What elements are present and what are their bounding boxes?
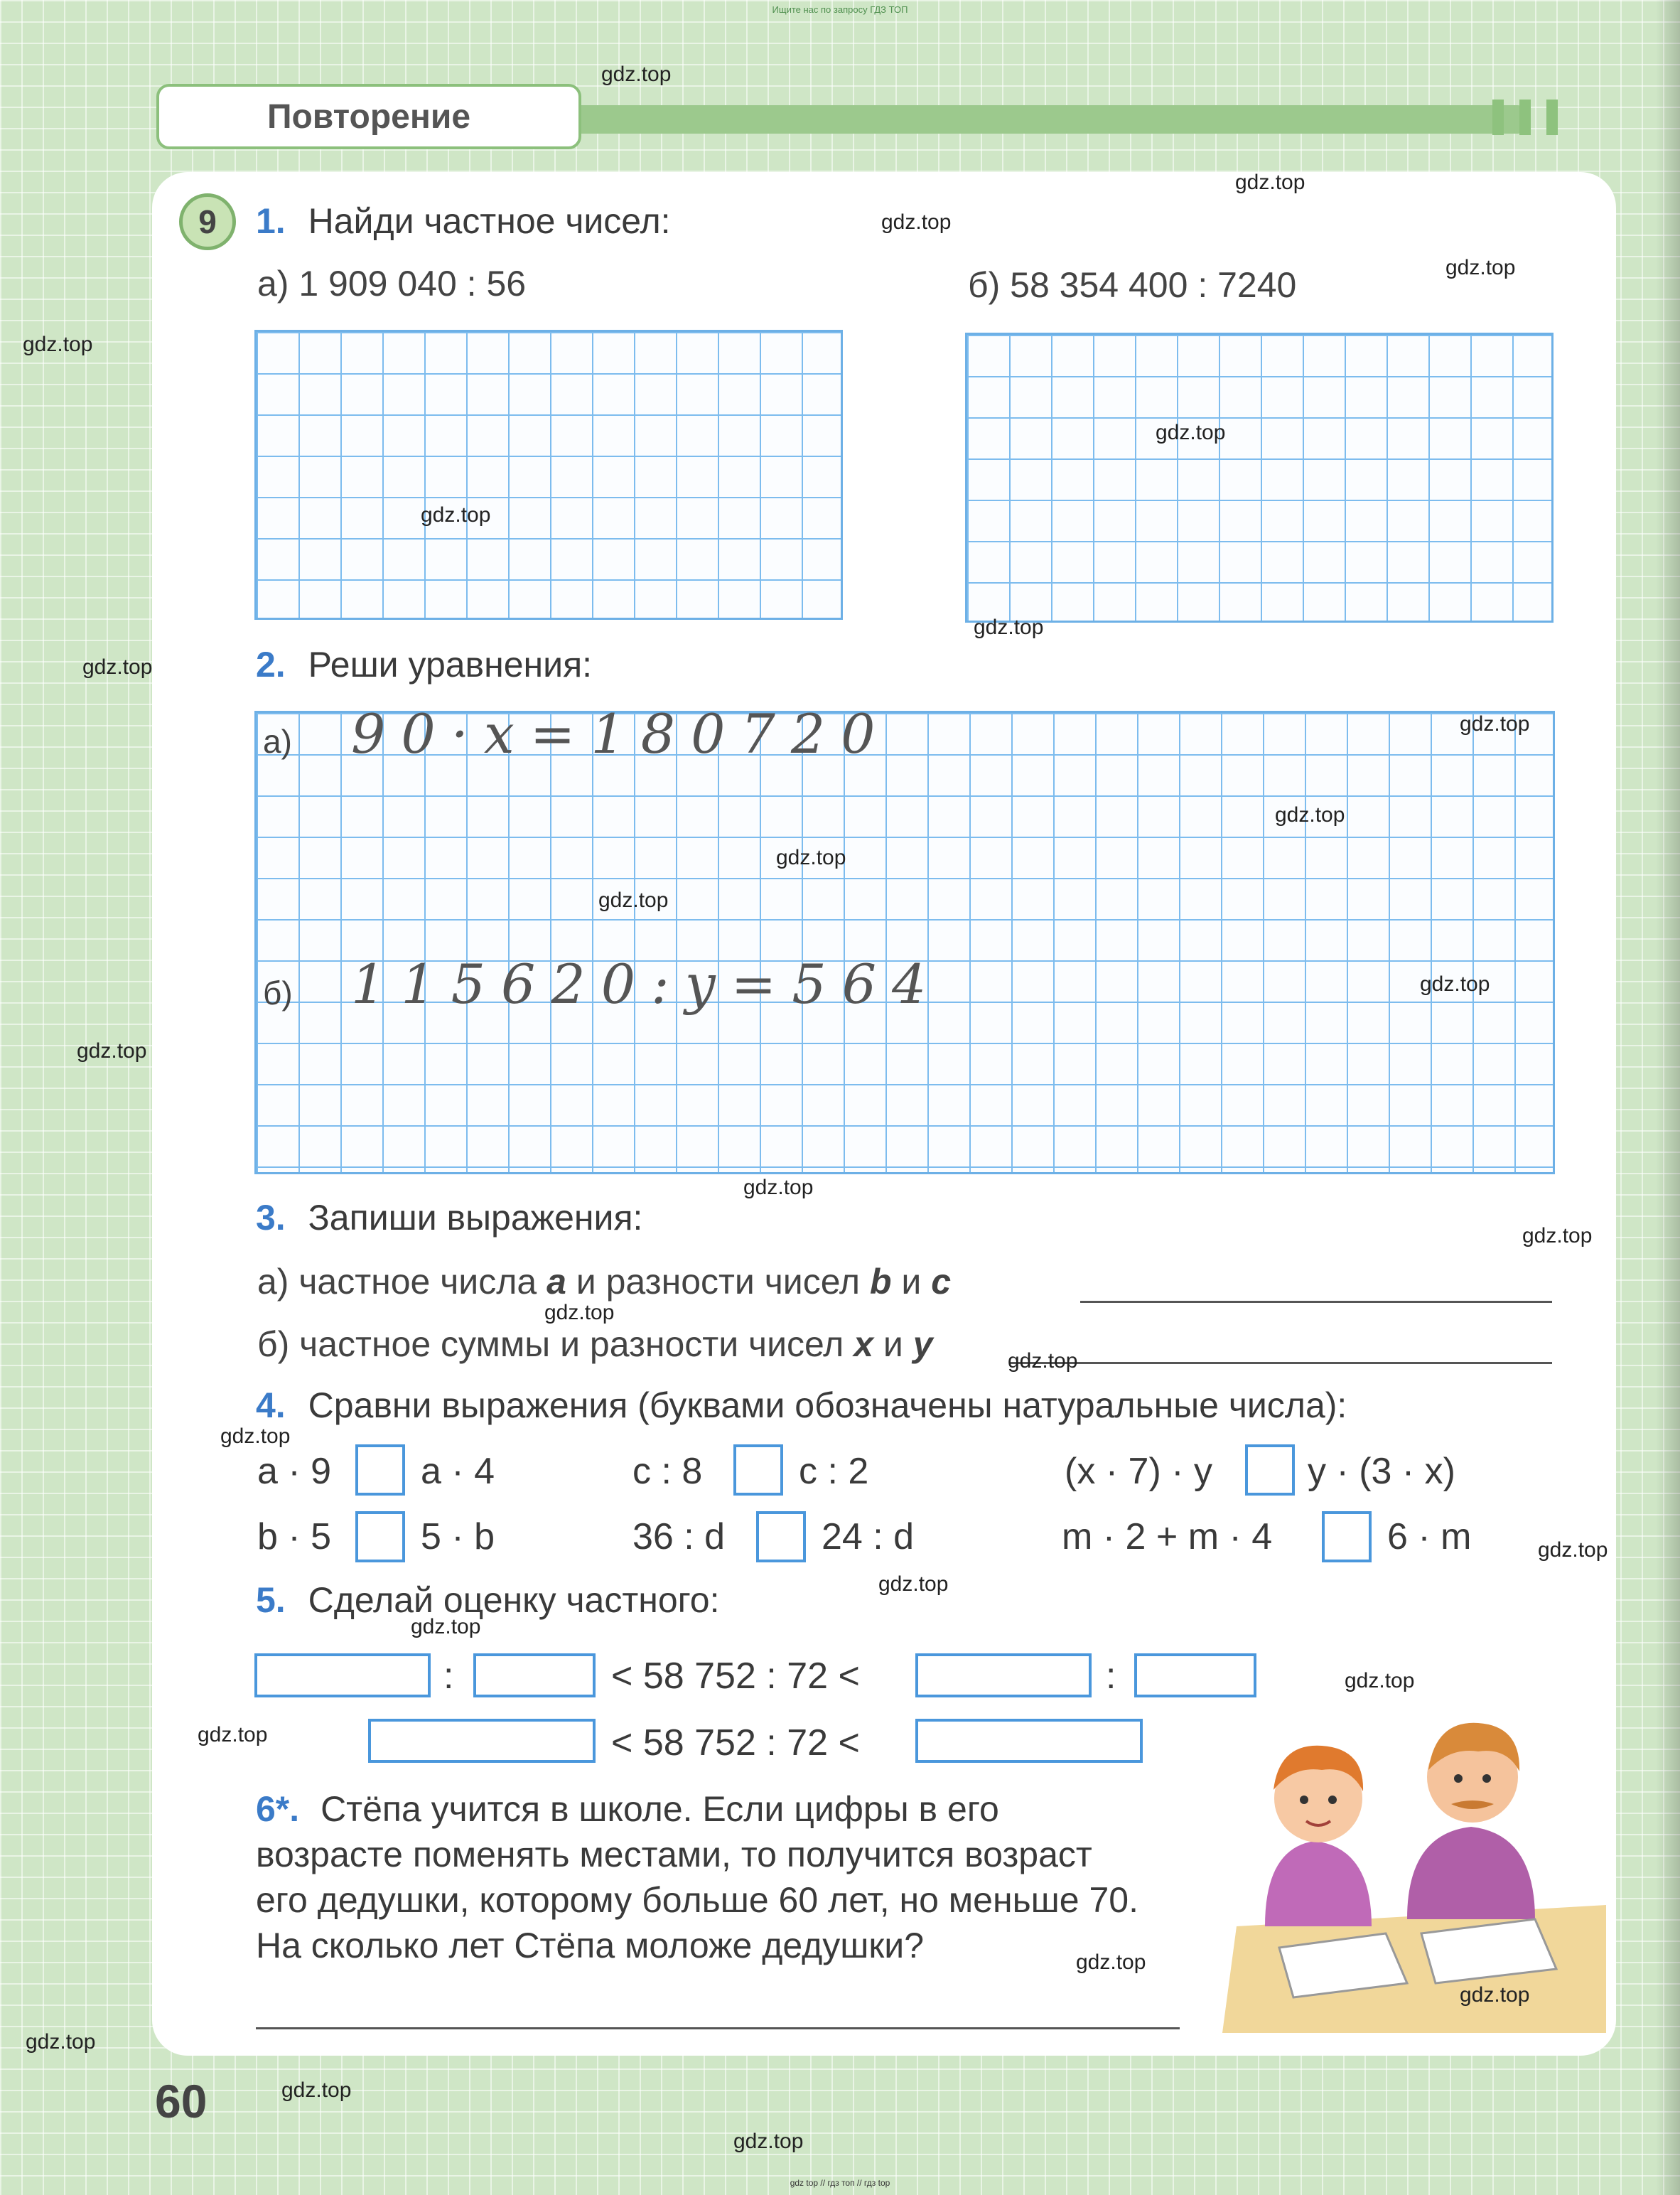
task-4-heading — [256, 1385, 1347, 1426]
task-3a-answer-line[interactable] — [1080, 1301, 1552, 1303]
cmp-3-right: y · (3 · x) — [1308, 1451, 1455, 1492]
task-5-text: Сделай оценку частного: — [308, 1580, 720, 1620]
estimate-box-2[interactable] — [473, 1653, 596, 1697]
var-x: x — [854, 1324, 874, 1364]
cmp-6-right: 6 · m — [1387, 1516, 1472, 1557]
watermark: gdz.top — [881, 210, 952, 234]
watermark: gdz.top — [23, 333, 93, 356]
cmp-5-box[interactable] — [756, 1511, 806, 1562]
task-2b-label: б) — [263, 975, 293, 1011]
page-number: 60 — [155, 2075, 208, 2127]
top-note: Ищите нас по запросу ГДЗ ТОП — [772, 4, 908, 15]
watermark: gdz.top — [1008, 1349, 1078, 1373]
watermark: gdz.top — [1420, 972, 1490, 996]
cmp-1-box[interactable] — [355, 1444, 405, 1496]
task-1-heading — [256, 200, 671, 242]
task-2b-equation: 115620:y=564 — [351, 952, 942, 1016]
watermark: gdz.top — [1076, 1950, 1146, 1974]
watermark: gdz.top — [743, 1176, 814, 1199]
watermark: gdz.top — [281, 2078, 352, 2102]
cmp-5-right: 24 : d — [822, 1516, 915, 1557]
estimate-box-6[interactable] — [915, 1719, 1143, 1763]
cmp-4-right: 5 · b — [421, 1516, 495, 1557]
estimate-colon-2: : — [1106, 1655, 1116, 1697]
var-y: y — [912, 1324, 933, 1364]
task-6-text-1: Стёпа учится в школе. Если цифры в его — [321, 1789, 999, 1829]
watermark: gdz.top — [776, 846, 846, 869]
task-6-number: 6*. — [256, 1789, 300, 1829]
watermark: gdz.top — [1345, 1669, 1415, 1692]
watermark: gdz.top — [598, 889, 669, 912]
cmp-2-right: c : 2 — [799, 1451, 869, 1492]
var-a: a — [546, 1262, 566, 1302]
cmp-6-box[interactable] — [1322, 1511, 1372, 1562]
watermark: gdz.top — [878, 1572, 949, 1596]
students-illustration — [1222, 1692, 1606, 2033]
var-c: c — [931, 1262, 952, 1302]
cmp-2-left: c : 8 — [632, 1451, 703, 1492]
task-3a-text — [257, 1261, 951, 1302]
watermark: gdz.top — [1522, 1224, 1593, 1247]
cmp-4-left: b · 5 — [257, 1516, 332, 1557]
watermark: gdz.top — [1156, 421, 1226, 444]
estimate-row1-middle: < 58 752 : 72 < — [611, 1655, 860, 1697]
cmp-4-box[interactable] — [355, 1511, 405, 1562]
task-6-answer-line[interactable] — [256, 2027, 1180, 2029]
watermark: gdz.top — [220, 1424, 291, 1448]
watermark: gdz.top — [1460, 712, 1530, 736]
task-3-text: Запиши выражения: — [308, 1198, 643, 1238]
watermark: gdz.top — [544, 1301, 615, 1324]
estimate-box-3[interactable] — [915, 1653, 1092, 1697]
task-6-line-2: возрасте поменять местами, то получится возраст — [256, 1835, 1092, 1874]
cmp-2-box[interactable] — [733, 1444, 783, 1496]
watermark: gdz.top — [1538, 1538, 1608, 1562]
task-1b-grid[interactable] — [965, 333, 1554, 623]
watermark: gdz.top — [1460, 1983, 1530, 2007]
cmp-6-left: m · 2 + m · 4 — [1062, 1516, 1273, 1557]
lesson-number-badge: 9 — [179, 193, 236, 250]
task-1a-grid[interactable] — [254, 330, 843, 620]
section-title: Повторение — [156, 84, 581, 149]
task-6-line-3: его дедушки, которому больше 60 лет, но меньше 70. — [256, 1880, 1138, 1920]
page-edge-shadow — [1656, 0, 1680, 2195]
watermark: gdz.top — [198, 1723, 268, 1746]
task-3b-prefix: б) частное суммы и разности чисел — [257, 1324, 854, 1364]
task-1a-expression: а) 1 909 040 : 56 — [257, 264, 527, 304]
task-3a-and: и — [891, 1262, 932, 1302]
watermark: gdz.top — [82, 655, 153, 679]
cmp-5-left: 36 : d — [632, 1516, 726, 1557]
watermark: gdz.top — [601, 63, 672, 86]
estimate-colon-1: : — [443, 1655, 454, 1697]
task-6-line-1 — [256, 1788, 999, 1830]
estimate-row2-middle: < 58 752 : 72 < — [611, 1722, 860, 1764]
task-3-number: 3. — [256, 1198, 286, 1238]
watermark: gdz.top — [1235, 171, 1305, 194]
task-4-text: Сравни выражения (буквами обозначены натуральные числа): — [308, 1385, 1347, 1425]
task-5-heading — [256, 1579, 720, 1621]
task-6-line-4: На сколько лет Стёпа моложе дедушки? — [256, 1926, 925, 1965]
cmp-1-left: a · 9 — [257, 1451, 332, 1492]
task-1-number: 1. — [256, 201, 286, 241]
header-stripe-blocks — [1492, 100, 1558, 135]
header-stripe — [569, 105, 1521, 134]
task-3-heading — [256, 1197, 642, 1238]
watermark: gdz.top — [421, 503, 491, 527]
task-2a-label: а) — [263, 723, 292, 760]
task-2-heading — [256, 644, 592, 685]
task-3b-text — [257, 1324, 933, 1365]
watermark: gdz.top — [26, 2030, 96, 2054]
task-2-grid[interactable] — [254, 711, 1555, 1174]
task-3a-prefix: а) частное числа — [257, 1262, 547, 1302]
task-1-text: Найди частное чисел: — [308, 201, 671, 241]
cmp-3-left: (x · 7) · y — [1065, 1451, 1212, 1492]
estimate-box-4[interactable] — [1134, 1653, 1256, 1697]
task-3a-middle: и разности чисел — [566, 1262, 870, 1302]
task-2-number: 2. — [256, 645, 286, 685]
task-2a-equation: 90·x=180720 — [351, 702, 891, 766]
estimate-box-5[interactable] — [368, 1719, 596, 1763]
task-4-number: 4. — [256, 1385, 286, 1425]
estimate-box-1[interactable] — [254, 1653, 431, 1697]
task-3b-and: и — [873, 1324, 913, 1364]
watermark: gdz.top — [411, 1615, 481, 1638]
watermark: gdz.top — [77, 1039, 147, 1063]
task-3b-answer-line[interactable] — [1009, 1362, 1552, 1364]
watermark: gdz.top — [1275, 803, 1345, 827]
cmp-3-box[interactable] — [1245, 1444, 1295, 1496]
watermark: gdz.top — [974, 616, 1044, 639]
task-1b-expression: б) 58 354 400 : 7240 — [968, 265, 1297, 305]
watermark: gdz.top — [1445, 256, 1516, 279]
var-b: b — [869, 1262, 892, 1302]
cmp-1-right: a · 4 — [421, 1451, 495, 1492]
watermark: gdz.top — [733, 2130, 804, 2153]
task-2-text: Реши уравнения: — [308, 645, 593, 685]
bottom-note: gdz top // гдз топ // гдз top — [790, 2178, 890, 2188]
task-5-number: 5. — [256, 1580, 286, 1620]
